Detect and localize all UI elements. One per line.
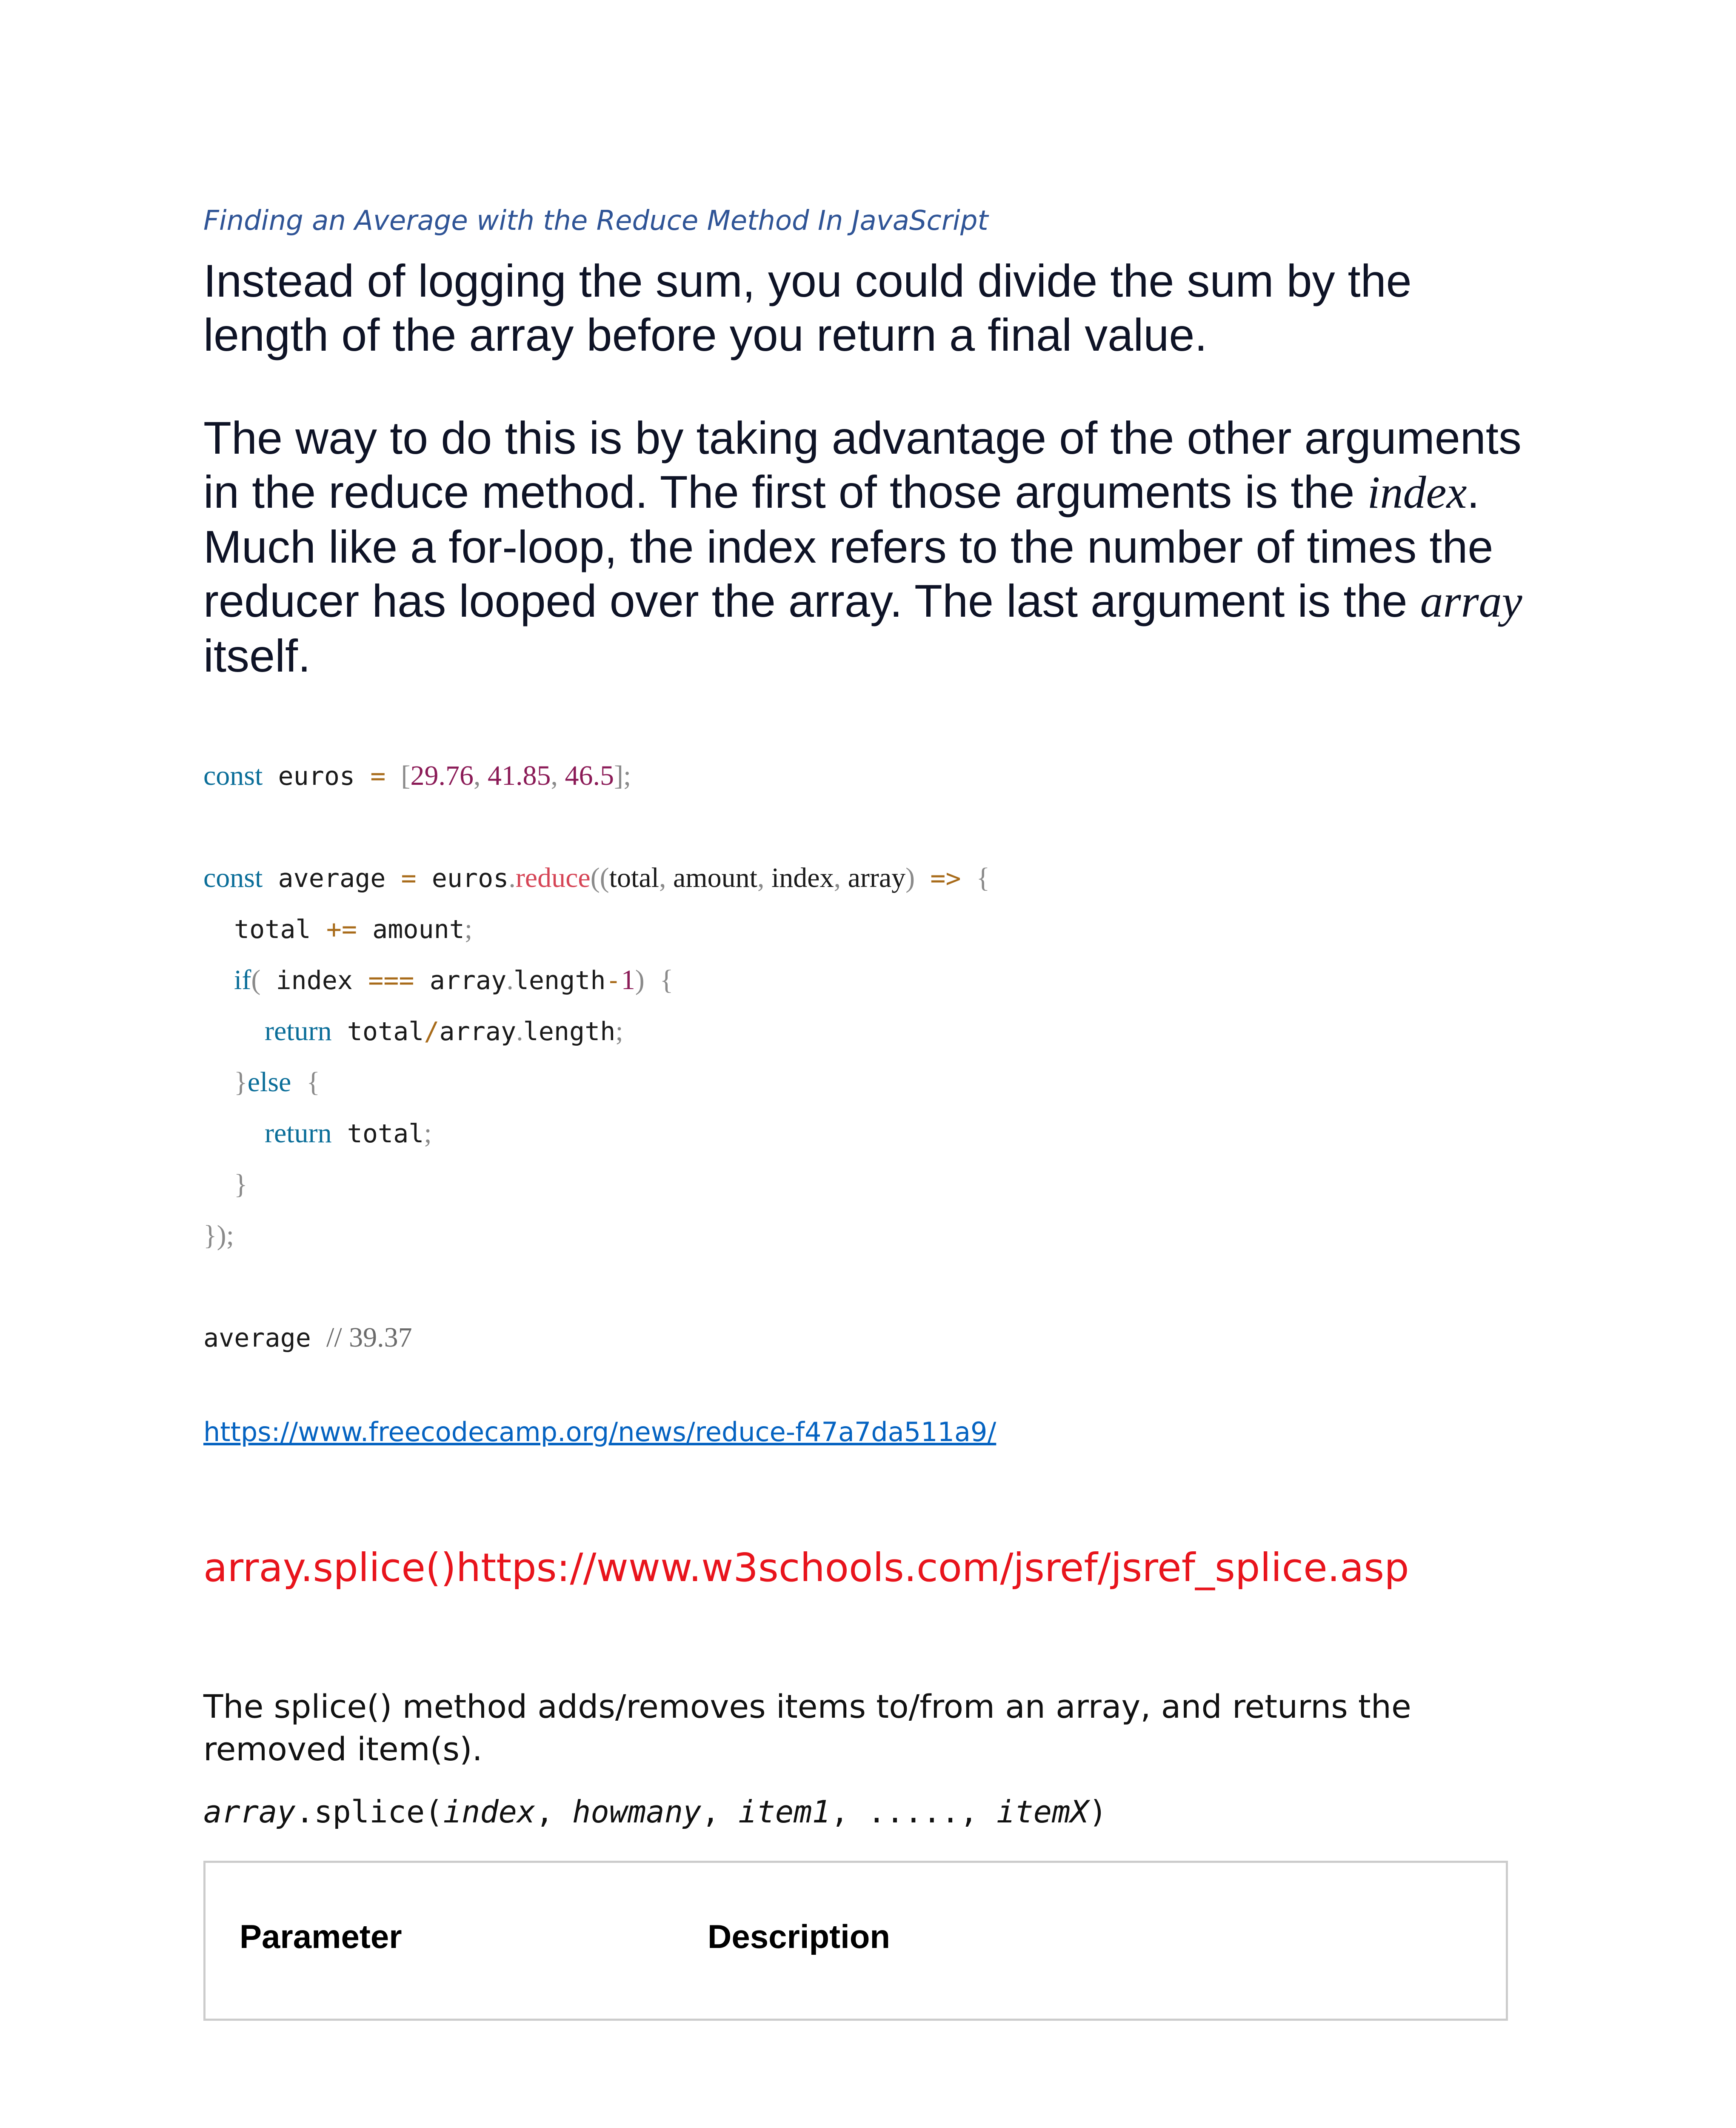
- code-line: [203, 1216, 234, 1255]
- code-identifier: average: [278, 864, 386, 893]
- code-punct: .: [516, 1015, 523, 1047]
- code-identifier: length: [513, 966, 606, 995]
- code-punct: .: [506, 964, 514, 995]
- code-identifier: average: [203, 1323, 311, 1353]
- section-heading: Finding an Average with the Reduce Method In JavaScript: [203, 205, 988, 237]
- code-operator: =>: [930, 864, 961, 893]
- code-punct: ;: [464, 913, 473, 944]
- code-line: [234, 910, 472, 948]
- emphasis-array: array: [1420, 576, 1522, 627]
- code-identifier: euros: [431, 864, 509, 893]
- code-line: [265, 1012, 623, 1050]
- code-punct: {: [660, 964, 674, 995]
- syntax-param: item1: [738, 1794, 831, 1830]
- code-keyword: return: [265, 1118, 332, 1149]
- code-number: 1: [621, 964, 635, 995]
- code-method: reduce: [515, 862, 591, 893]
- paragraph-text: . Much like a for-loop, the index refers to the number of times the reducer has looped over the array. The last argument is the: [203, 466, 1493, 626]
- code-operator: /: [424, 1017, 440, 1047]
- code-operator: -: [605, 966, 621, 995]
- code-line: [234, 1165, 248, 1204]
- emphasis-index: index: [1367, 467, 1467, 518]
- code-comment: // 39.37: [326, 1322, 412, 1353]
- code-punct: });: [203, 1220, 234, 1251]
- code-punct: .: [508, 862, 516, 893]
- code-identifier: length: [523, 1017, 616, 1047]
- code-punct: ;: [615, 1015, 623, 1047]
- code-param: array: [848, 862, 906, 893]
- code-line: [203, 1319, 412, 1357]
- paragraph-arguments: [203, 411, 1544, 683]
- code-line: const euros = [29.76, 41.85, 46.5];: [203, 760, 631, 791]
- paragraph-text: The way to do this is by taking advantage of the other arguments in the reduce method. The first of those arguments is the: [203, 412, 1522, 518]
- code-number: 29.76: [410, 760, 474, 791]
- code-identifier: total: [347, 1017, 424, 1047]
- code-keyword: return: [265, 1015, 332, 1047]
- parameter-table: [203, 1861, 1508, 2021]
- paragraph-text: itself.: [203, 630, 311, 681]
- code-punct: (: [251, 964, 261, 995]
- code-punct: [: [401, 760, 411, 791]
- syntax-object: array: [203, 1794, 296, 1830]
- syntax-ellipsis: .....: [867, 1794, 960, 1830]
- code-identifier: array: [439, 1017, 517, 1047]
- code-punct: {: [976, 862, 990, 893]
- code-keyword: const: [203, 862, 263, 893]
- code-operator: =: [370, 761, 386, 791]
- code-line: [234, 961, 673, 999]
- syntax-param: index: [443, 1794, 536, 1830]
- syntax-method: .splice(: [295, 1794, 443, 1830]
- code-punct: ): [905, 862, 915, 893]
- code-operator: =: [401, 864, 417, 893]
- syntax-param: howmany: [572, 1794, 702, 1830]
- code-punct: }: [234, 1067, 248, 1098]
- code-operator: ===: [368, 966, 414, 995]
- code-punct: ((: [590, 862, 609, 893]
- code-identifier: amount: [372, 915, 465, 944]
- code-punct: ];: [614, 760, 631, 791]
- paragraph-intro: Instead of logging the sum, you could divide the sum by the length of the array before you return a final value.: [203, 255, 1412, 360]
- code-param: amount: [673, 862, 757, 893]
- splice-heading: array.splice()https://www.w3schools.com/jsref/jsref_splice.asp: [203, 1545, 1409, 1590]
- code-punct: ;: [424, 1118, 432, 1149]
- code-keyword: const: [203, 760, 263, 791]
- code-identifier: array: [429, 966, 507, 995]
- code-line: const average = euros.reduce((total, amount, index, array) => {: [203, 862, 990, 893]
- table-header-description: Description: [708, 1918, 891, 1955]
- code-line: [265, 1114, 432, 1153]
- table-header-parameter: Parameter: [240, 1918, 402, 1955]
- code-identifier: total: [234, 915, 311, 944]
- syntax-close: ): [1088, 1794, 1108, 1830]
- code-keyword: else: [247, 1067, 291, 1098]
- code-punct: ): [635, 964, 645, 995]
- code-punct: }: [234, 1169, 248, 1200]
- code-number: 46.5: [565, 760, 614, 791]
- code-number: 41.85: [487, 760, 551, 791]
- code-identifier: euros: [278, 761, 355, 791]
- code-param: index: [771, 862, 834, 893]
- code-param: total: [609, 862, 659, 893]
- code-identifier: total: [347, 1119, 424, 1149]
- freecodecamp-link[interactable]: https://www.freecodecamp.org/news/reduce-f47a7da511a9/: [203, 1416, 996, 1447]
- splice-description: The splice() method adds/removes items to/from an array, and returns the removed item(s).: [203, 1688, 1411, 1768]
- code-keyword: if: [234, 964, 251, 995]
- code-operator: +=: [326, 915, 357, 944]
- splice-syntax: array.splice(index, howmany, item1, ....., itemX): [203, 1794, 1108, 1830]
- code-line: [234, 1063, 320, 1101]
- syntax-param: itemX: [996, 1794, 1089, 1830]
- code-punct: {: [306, 1067, 320, 1098]
- code-identifier: index: [276, 966, 353, 995]
